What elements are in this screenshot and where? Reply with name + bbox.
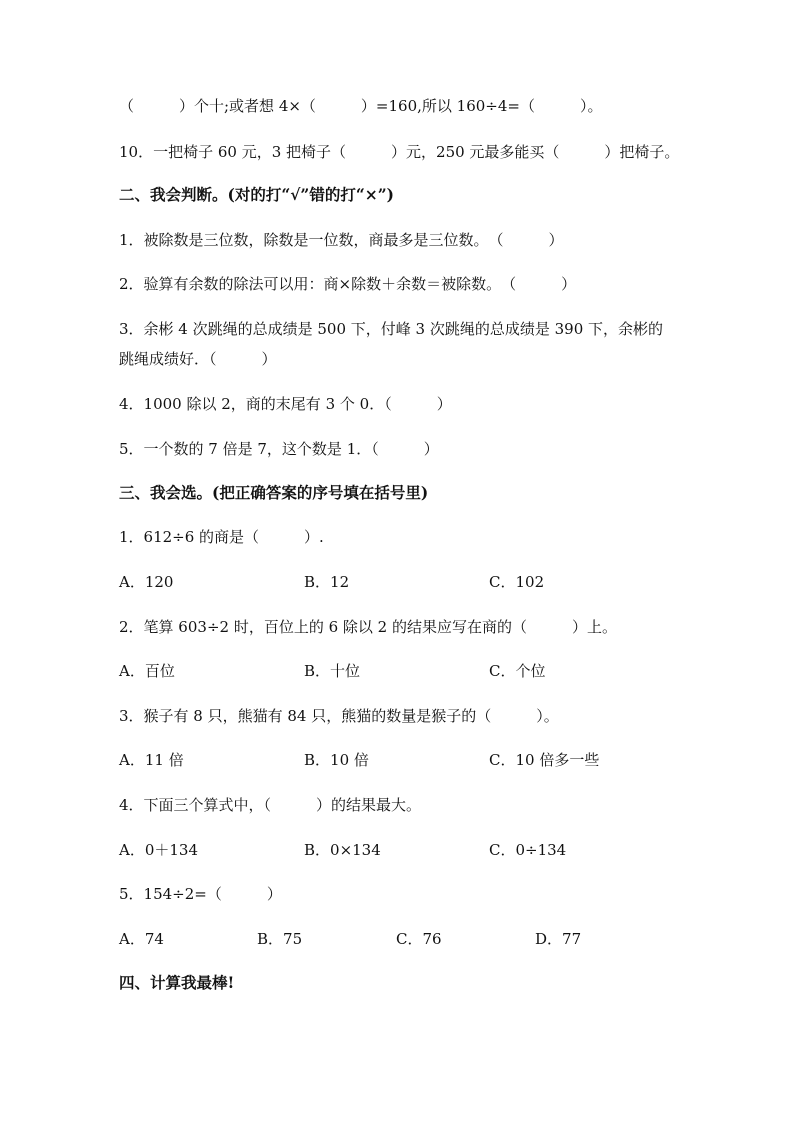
choose-3-option-b: B．10 倍: [304, 751, 369, 769]
section-choose-heading: 三、我会选。(把正确答案的序号填在括号里): [119, 483, 429, 502]
choose-2-option-a: A．百位: [119, 662, 175, 680]
choose-3-option-a: A．11 倍: [119, 751, 184, 769]
judge-3-line-1: 3．余彬 4 次跳绳的总成绩是 500 下，付峰 3 次跳绳的总成绩是 390 下，余彬的: [119, 320, 664, 338]
choose-1-option-c: C．102: [489, 573, 545, 591]
judge-1: 1．被除数是三位数，除数是一位数，商最多是三位数。 （ ）: [119, 231, 564, 249]
choose-3: 3．猴子有 8 只，熊猫有 84 只，熊猫的数量是猴子的（ ）。: [119, 707, 559, 725]
judge-2: 2．验算有余数的除法可以用：商×除数＋余数＝被除数。 （ ）: [119, 275, 577, 293]
question-10: 10．一把椅子 60 元，3 把椅子（ ）元，250 元最多能买（ ）把椅子。: [119, 143, 680, 161]
choose-2: 2．笔算 603÷2 时，百位上的 6 除以 2 的结果应写在商的（ ）上。: [119, 618, 617, 636]
choose-2-option-c: C．个位: [489, 662, 546, 680]
choose-5-option-c: C．76: [396, 930, 442, 948]
choose-4-option-c: C．0÷134: [489, 841, 567, 859]
judge-4: 4．1000 除以 2，商的末尾有 3 个 0．（ ）: [119, 395, 452, 413]
choose-4: 4．下面三个算式中，（ ）的结果最大。: [119, 796, 422, 814]
choose-4-option-b: B．0×134: [304, 841, 381, 859]
choose-2-option-b: B．十位: [304, 662, 361, 680]
judge-3-line-2: 跳绳成绩好．（ ）: [119, 350, 277, 368]
choose-4-option-a: A．0＋134: [119, 841, 199, 859]
choose-5: 5．154÷2=（ ）: [119, 885, 282, 903]
choose-5-option-b: B．75: [257, 930, 303, 948]
section-judge-heading: 二、我会判断。(对的打“√”错的打“×”): [119, 185, 395, 204]
choose-1: 1．612÷6 的商是（ ）.: [119, 528, 324, 546]
section-calc-heading: 四、计算我最棒!: [119, 973, 235, 992]
choose-5-option-a: A．74: [119, 930, 164, 948]
choose-1-option-b: B．12: [304, 573, 350, 591]
line-fill-ten: （ ）个十;或者想 4×（ ）=160,所以 160÷4=（ ）。: [119, 97, 603, 115]
choose-5-option-d: D．77: [535, 930, 582, 948]
choose-3-option-c: C．10 倍多一些: [489, 751, 600, 769]
choose-1-option-a: A．120: [119, 573, 174, 591]
judge-5: 5．一个数的 7 倍是 7，这个数是 1．（ ）: [119, 440, 439, 458]
